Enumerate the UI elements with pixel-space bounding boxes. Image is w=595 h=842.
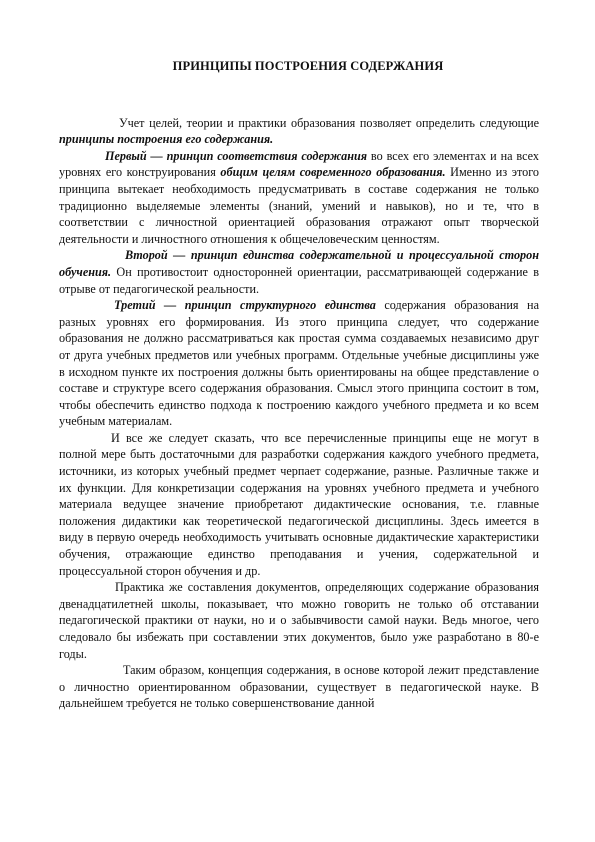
paragraph-text: во всех его элементах и на всех уровнях его конструирования (59, 148, 539, 180)
paragraph-didactic-foundations (59, 430, 539, 579)
paragraph-text: содержания образования на разных уровнях его формирования. Из этого принципа следует, что содержание образования не должно рассматриваться как простая сумма создаваемых независимо друг от друга учебных предметов или учебных программ. Отдельные учебные дисциплины уже в исходном пункте их построения должны быть ориентированы на общее представление о составе и структуре всего содержания образования. Смысл этого принципа состоит в том, чтобы обеспечить единство подхода к построению каждого учебного предмета и ко всем учебным материалам. (59, 298, 539, 429)
paragraph-first-principle (59, 148, 539, 248)
emphasis-text: Второй — принцип единства содержательной и процессуальной сторон обучения. (59, 248, 539, 279)
paragraph-conclusion (59, 662, 539, 712)
paragraph-text: И все же следует сказать, что все перечисленные принципы еще не могут в полной мере быть достаточными для разработки содержания каждого учебного предмета, источники, из которых учебный предмет черпает содержание, разные. Различные также и их функции. Для конкретизации содержания на уровнях учебного предмета и учебного материала ведущее значение приобретают дидактические основания, т.е. главные положения дидактики как теоретической педагогической дисциплины. Здесь имеется в виду в первую очередь необходимость учитывать основные дидактические характеристики обучения, отражающие единство преподавания и учения, содержательной и процессуальной сторон обучения и др. (59, 430, 539, 578)
paragraph-text: Он противостоит односторонней ориентации, рассматривающей содержание в отрыве от педагогической реальности. (59, 264, 539, 296)
document-title: ПРИНЦИПЫ ПОСТРОЕНИЯ СОДЕРЖАНИЯ (172, 59, 444, 73)
paragraph-text: Практика же составления документов, определяющих содержание образования двенадцатилетней школы, показывает, что можно говорить не только об отставании педагогической практики от науки, но и о забывчивости самой науки. Ведь многое, чего следовало бы избежать при составлении этих документов, было уже разработано в 80-е годы. (59, 580, 539, 661)
paragraph-second-principle (59, 247, 539, 297)
paragraph-text: Именно из этого принципа вытекает необходимость предусматривать в составе содержания не только традиционно выделяемые элементы (знаний, умений и навыков), но и те, что в соответствии с личностной ориентацией образования отражают опыт творческой деятельности и личностного отношения к общечеловеческим ценностям. (59, 165, 539, 246)
paragraph-third-principle (59, 297, 539, 430)
emphasis-text: Первый — принцип соответствия содержания (105, 148, 368, 163)
paragraph-intro (59, 115, 539, 148)
emphasis-text: принципы построения его содержания. (59, 132, 274, 147)
paragraph-text: Таким образом, концепция содержания, в основе которой лежит представление о личностно ориентированном образовании, существует в педагогической науке. В дальнейшем требуется не только совершенствование данной (59, 663, 539, 711)
document-body (59, 115, 539, 712)
emphasis-text: Третий — принцип структурного единства (114, 298, 376, 313)
paragraph-text: Учет целей, теории и практики образования позволяет определить следующие (119, 115, 539, 130)
paragraph-practice (59, 579, 539, 662)
emphasis-text: общим целям современного образования. (220, 165, 446, 180)
